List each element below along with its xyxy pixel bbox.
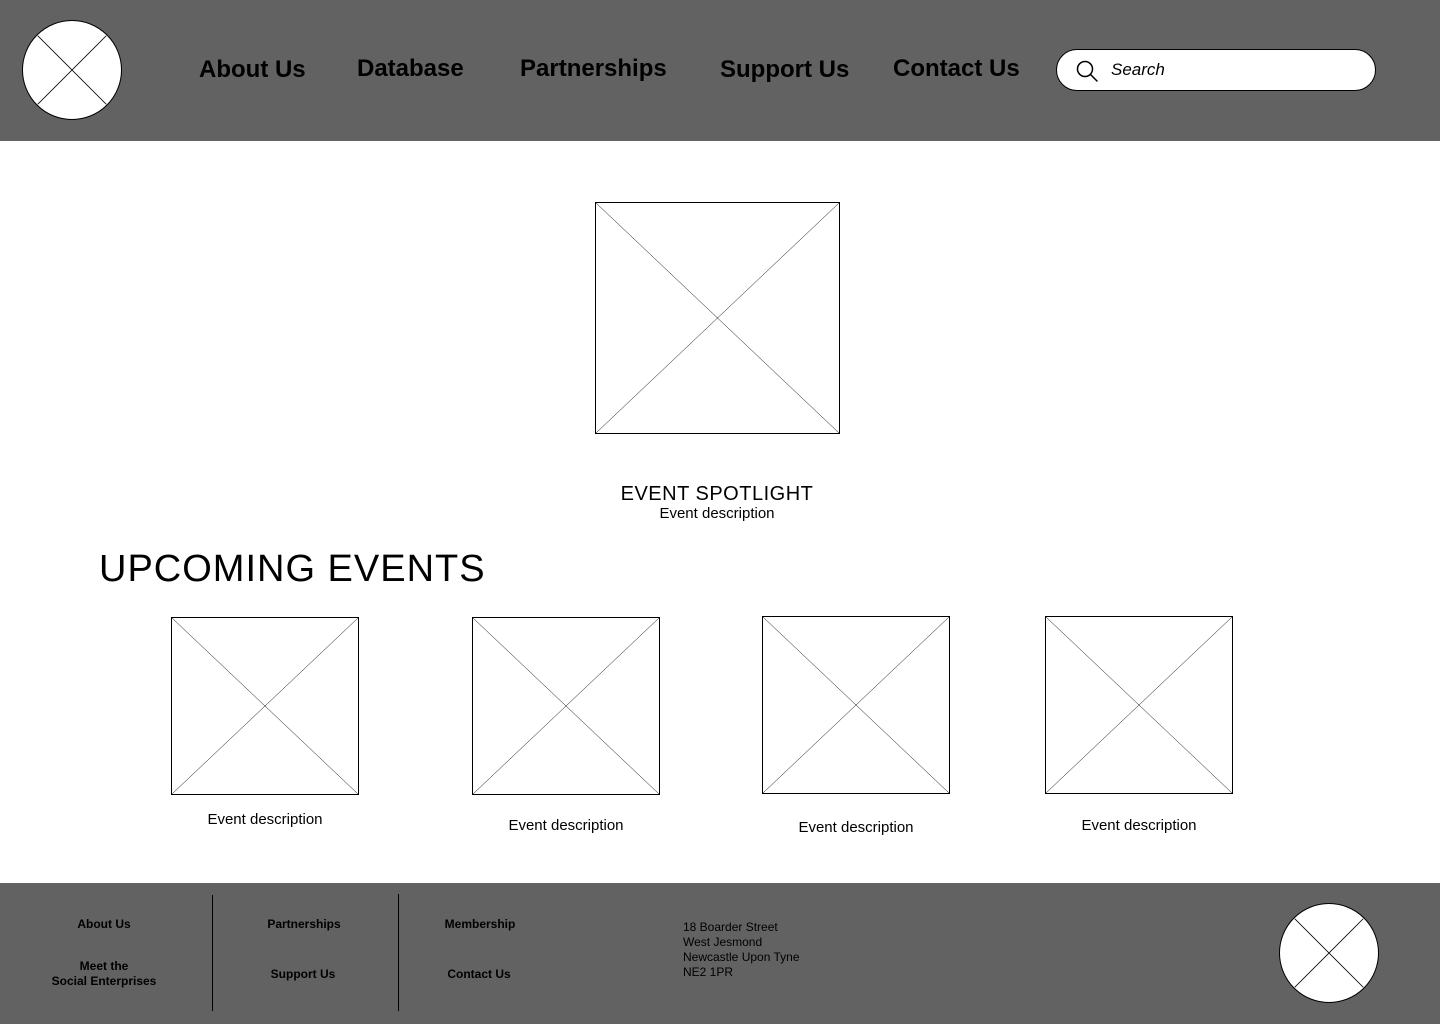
upcoming-events-heading: UPCOMING EVENTS [99, 548, 486, 590]
event-card-image[interactable] [171, 617, 359, 795]
address-line: West Jesmond [683, 935, 763, 949]
nav-contact-us[interactable]: Contact Us [893, 55, 1020, 82]
event-card-image[interactable] [1045, 616, 1233, 794]
image-placeholder-icon [473, 618, 659, 794]
search-icon[interactable] [1075, 59, 1099, 83]
footer-link-partnerships[interactable]: Partnerships [267, 917, 341, 931]
search-input[interactable] [1111, 58, 1361, 82]
footer-link-about-us[interactable]: About Us [77, 917, 131, 931]
address-line: NE2 1PR [683, 965, 734, 979]
logo-placeholder-icon[interactable] [22, 20, 122, 120]
spotlight-image-placeholder[interactable] [595, 202, 840, 434]
event-card-description: Event description [508, 817, 624, 834]
site-footer [0, 883, 1440, 1024]
nav-support-us[interactable]: Support Us [720, 56, 850, 83]
search-bar[interactable] [1056, 49, 1376, 91]
event-card-description: Event description [207, 811, 323, 828]
footer-link-meet-social-enterprises[interactable] [34, 959, 174, 989]
image-placeholder-icon [172, 618, 358, 794]
nav-about-us[interactable]: About Us [199, 56, 306, 83]
footer-address [683, 920, 800, 980]
footer-link-contact-us[interactable]: Contact Us [447, 967, 511, 981]
event-card-description: Event description [798, 819, 914, 836]
address-line: Newcastle Upon Tyne [683, 950, 800, 964]
footer-link-meet-line2: Social Enterprises [51, 974, 157, 988]
site-header [0, 0, 1440, 141]
image-placeholder-icon [1046, 617, 1232, 793]
spotlight-description: Event description [659, 505, 775, 522]
nav-partnerships[interactable]: Partnerships [520, 55, 667, 82]
footer-divider [398, 894, 399, 1011]
nav-database[interactable]: Database [357, 55, 464, 82]
address-line: 18 Boarder Street [683, 920, 778, 934]
footer-link-membership[interactable]: Membership [444, 917, 516, 931]
footer-link-meet-line1: Meet the [79, 959, 129, 973]
footer-link-support-us[interactable]: Support Us [270, 967, 336, 981]
event-card-image[interactable] [762, 616, 950, 794]
image-placeholder-icon [763, 617, 949, 793]
event-card-image[interactable] [472, 617, 660, 795]
footer-logo-placeholder-icon[interactable] [1279, 903, 1379, 1003]
image-placeholder-icon [596, 203, 839, 433]
footer-divider [212, 895, 213, 1011]
event-card-description: Event description [1081, 817, 1197, 834]
spotlight-title: EVENT SPOTLIGHT [620, 483, 814, 505]
